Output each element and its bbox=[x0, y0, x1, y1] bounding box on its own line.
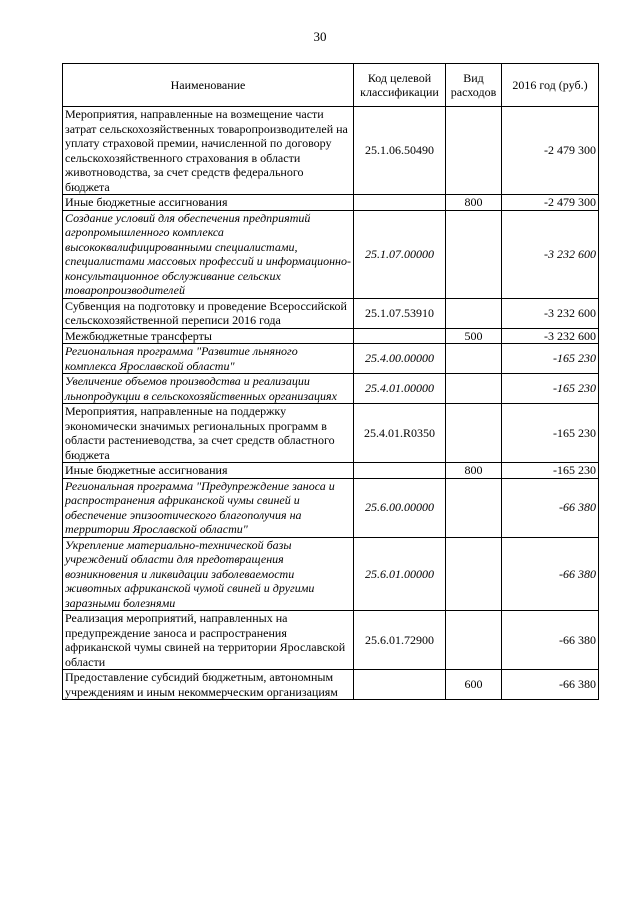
cell-code: 25.6.01.72900 bbox=[354, 611, 446, 670]
cell-amount: -165 230 bbox=[502, 463, 599, 479]
cell-kind bbox=[446, 537, 502, 611]
cell-name: Иные бюджетные ассигнования bbox=[63, 463, 354, 479]
table-row bbox=[63, 328, 599, 344]
header-kind: Вид расходов bbox=[446, 64, 502, 107]
cell-name: Мероприятия, направленные на поддержку экономически значимых региональных программ в области растениеводства, за счет средств областного бюджета bbox=[63, 404, 354, 463]
cell-amount: -2 479 300 bbox=[502, 107, 599, 195]
table-header-row bbox=[63, 64, 599, 107]
cell-amount: -165 230 bbox=[502, 344, 599, 374]
cell-code bbox=[354, 670, 446, 700]
cell-name: Иные бюджетные ассигнования bbox=[63, 195, 354, 211]
cell-name: Межбюджетные трансферты bbox=[63, 328, 354, 344]
cell-code: 25.6.00.00000 bbox=[354, 478, 446, 537]
cell-amount: -2 479 300 bbox=[502, 195, 599, 211]
table-row bbox=[63, 195, 599, 211]
cell-amount: -3 232 600 bbox=[502, 328, 599, 344]
table-row bbox=[63, 374, 599, 404]
cell-kind: 800 bbox=[446, 463, 502, 479]
cell-name: Региональная программа "Предупреждение заноса и распространения африканской чумы свиней и обеспечение эпизоотического благополучия на территории Ярославской области" bbox=[63, 478, 354, 537]
table-row bbox=[63, 611, 599, 670]
cell-amount: -165 230 bbox=[502, 374, 599, 404]
cell-kind bbox=[446, 374, 502, 404]
cell-code: 25.4.01.R0350 bbox=[354, 404, 446, 463]
cell-code bbox=[354, 328, 446, 344]
cell-name: Региональная программа "Развитие льняного комплекса Ярославской области" bbox=[63, 344, 354, 374]
cell-amount: -3 232 600 bbox=[502, 298, 599, 328]
cell-amount: -66 380 bbox=[502, 611, 599, 670]
page-number: 30 bbox=[313, 29, 327, 44]
table-row bbox=[63, 463, 599, 479]
cell-kind bbox=[446, 210, 502, 298]
cell-amount: -66 380 bbox=[502, 537, 599, 611]
cell-amount: -3 232 600 bbox=[502, 210, 599, 298]
cell-amount: -66 380 bbox=[502, 670, 599, 700]
cell-kind: 600 bbox=[446, 670, 502, 700]
cell-code: 25.4.00.00000 bbox=[354, 344, 446, 374]
cell-code: 25.1.07.00000 bbox=[354, 210, 446, 298]
cell-name: Субвенция на подготовку и проведение Всероссийской сельскохозяйственной переписи 2016 года bbox=[63, 298, 354, 328]
cell-name: Создание условий для обеспечения предприятий агропромышленного комплекса высококвалифицированными специалистами, специалистами массовых профессий и информационно-консультационное обслуживание сельских товаропроизводителей bbox=[63, 210, 354, 298]
cell-amount: -165 230 bbox=[502, 404, 599, 463]
table-row bbox=[63, 107, 599, 195]
cell-code: 25.1.06.50490 bbox=[354, 107, 446, 195]
cell-name: Реализация мероприятий, направленных на предупреждение заноса и распространения африканской чумы свиней на территории Ярославской области bbox=[63, 611, 354, 670]
cell-name: Увеличение объемов производства и реализации льнопродукции в сельскохозяйственных организациях bbox=[63, 374, 354, 404]
header-amount: 2016 год (руб.) bbox=[502, 64, 599, 107]
cell-name: Укрепление материально-технической базы учреждений области для предотвращения возникновения и ликвидации заболеваемости животных африканской чумой свиней и другими заразными болезнями bbox=[63, 537, 354, 611]
cell-amount: -66 380 bbox=[502, 478, 599, 537]
table-row bbox=[63, 210, 599, 298]
cell-kind bbox=[446, 611, 502, 670]
table-row bbox=[63, 404, 599, 463]
table-row bbox=[63, 478, 599, 537]
cell-kind bbox=[446, 107, 502, 195]
cell-code bbox=[354, 463, 446, 479]
header-code: Код целевой классификации bbox=[354, 64, 446, 107]
cell-kind bbox=[446, 298, 502, 328]
cell-name: Предоставление субсидий бюджетным, автономным учреждениям и иным некоммерческим организациям bbox=[63, 670, 354, 700]
cell-name: Мероприятия, направленные на возмещение части затрат сельскохозяйственных товаропроизводителей на уплату страховой премии, начисленной по договору сельскохозяйственного страхования в области животноводства, за счет средств федерального бюджета bbox=[63, 107, 354, 195]
cell-kind bbox=[446, 344, 502, 374]
table-row bbox=[63, 537, 599, 611]
cell-code: 25.6.01.00000 bbox=[354, 537, 446, 611]
cell-code: 25.1.07.53910 bbox=[354, 298, 446, 328]
cell-kind: 500 bbox=[446, 328, 502, 344]
table-row bbox=[63, 670, 599, 700]
table-row bbox=[63, 344, 599, 374]
cell-kind bbox=[446, 478, 502, 537]
cell-code bbox=[354, 195, 446, 211]
cell-kind bbox=[446, 404, 502, 463]
table-row bbox=[63, 298, 599, 328]
cell-code: 25.4.01.00000 bbox=[354, 374, 446, 404]
cell-kind: 800 bbox=[446, 195, 502, 211]
header-name: Наименование bbox=[63, 64, 354, 107]
budget-table bbox=[62, 63, 599, 700]
